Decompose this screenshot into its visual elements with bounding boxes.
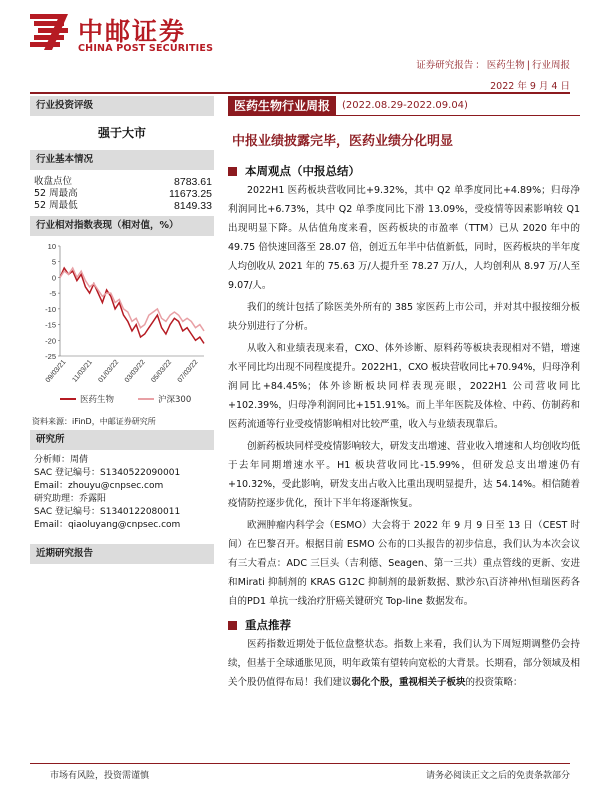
recommendations-body bbox=[228, 635, 580, 692]
stat-row-52w-low bbox=[30, 200, 214, 212]
china-post-logo-icon bbox=[28, 10, 70, 52]
section-square-icon bbox=[228, 167, 237, 176]
section-recommendations bbox=[228, 617, 580, 633]
stat-row-52w-high bbox=[30, 188, 214, 200]
x-tick-label: 03/03/22 bbox=[123, 358, 147, 385]
report-period: (2022.08.29-2022.09.04) bbox=[342, 100, 468, 111]
rating-section-title: 行业投资评级 bbox=[30, 96, 214, 116]
section-square-icon bbox=[228, 621, 237, 630]
y-tick-label: -5 bbox=[49, 289, 56, 299]
x-tick-label: 09/03/21 bbox=[44, 358, 68, 385]
stat-value: 11673.25 bbox=[168, 188, 212, 200]
legend-label: 沪深300 bbox=[158, 395, 192, 405]
stat-label: 收盘点位 bbox=[34, 176, 73, 187]
y-tick-label: 10 bbox=[47, 242, 56, 251]
legend-label: 医药生物 bbox=[80, 395, 115, 405]
stat-row-close bbox=[30, 176, 214, 188]
analyst-line: SAC 登记编号：S1340522090001 bbox=[34, 468, 181, 478]
footer-divider bbox=[30, 763, 570, 764]
basics-section-title: 行业基本情况 bbox=[30, 150, 214, 170]
industry-rating: 强于大市 bbox=[97, 126, 146, 140]
breadcrumb-item: 行业周报 bbox=[531, 60, 570, 71]
text-run: 医药指数近期处于低位盘整状态。指数上来看，我们认为下周短期调整仍会持续，但基于全球通胀见顶，明年政策有望转向宽松的大背景。长期看，部分领域及相关个股仍值得布局！我们建议 bbox=[228, 639, 580, 688]
relative-index-chart bbox=[30, 236, 214, 414]
section-weekly-view bbox=[228, 163, 580, 179]
y-tick-label: -10 bbox=[45, 304, 56, 314]
series-line bbox=[60, 268, 204, 343]
x-tick-label: 01/03/22 bbox=[97, 358, 121, 385]
footer-disclaimer-note: 请务必阅读正文之后的免责条款部分 bbox=[425, 771, 570, 781]
y-tick-label: -15 bbox=[45, 320, 56, 330]
stat-value: 8149.33 bbox=[174, 200, 212, 212]
analyst-line: 分析师：周倩 bbox=[34, 455, 89, 465]
analyst-line: 研究助理：乔露阳 bbox=[34, 494, 107, 504]
analyst-line: SAC 登记编号：S1340122080011 bbox=[34, 507, 181, 517]
text-run: 的投资策略： bbox=[465, 677, 523, 688]
research-section-title: 研究所 bbox=[30, 430, 214, 450]
y-tick-label: 0 bbox=[51, 273, 56, 283]
analyst-line: Email：zhouyu@cnpsec.com bbox=[34, 481, 164, 491]
main-content bbox=[228, 96, 580, 692]
breadcrumb-item: 证券研究报告 bbox=[416, 60, 474, 71]
stat-label: 52 周最低 bbox=[34, 200, 78, 211]
recent-reports-title: 近期研究报告 bbox=[30, 544, 214, 564]
stat-value: 8783.61 bbox=[174, 176, 212, 188]
paragraph: 2022H1 医药板块营收同比+9.32%，其中 Q2 单季度同比+4.89%；归母净利润同比+6.73%，其中 Q2 单季度同比下滑 13.09%，受疫情等因素影响较 Q1 出现明显下降。从估值角度来看，医药板块的市盈率（TTM）已从 2020 年中的 49.75 倍快速回落至 28.07 倍，创近五年半中估值新低，同时，医药板块的半年度人均创收从 2021 年的 75.63 万/人提升至 78.27 万/人，人均创利从 8.97 万/人至 9.07/人。 bbox=[228, 185, 580, 291]
stat-label: 52 周最高 bbox=[34, 188, 78, 199]
x-tick-label: 05/03/22 bbox=[150, 358, 174, 385]
report-date: 2022 年 9 月 4 日 bbox=[490, 81, 570, 92]
logo-chinese-name: 中邮证券 bbox=[78, 17, 187, 46]
weekly-view-body bbox=[228, 181, 580, 611]
logo-english-name: CHINA POST SECURITIES bbox=[78, 43, 214, 54]
analyst-info bbox=[30, 450, 214, 532]
paragraph: 创新药板块同样受疫情影响较大，研发支出增速、营业收入增速和人均创收均低于去年同期增速水平。H1 板块营收同比-15.99%，但研发总支出增速仍有+10.32%，受此影响，研发支出占收入比重出现明显提升，达 54.14%。相信随着疫情防控逐步优化，预计下半年将逐渐恢复。 bbox=[228, 441, 580, 509]
x-tick-label: 11/03/21 bbox=[71, 358, 94, 384]
headline: 中报业绩披露完毕，医药业绩分化明显 bbox=[232, 134, 454, 149]
analyst-line: Email：qiaoluyang@cnpsec.com bbox=[34, 520, 181, 530]
company-logo bbox=[28, 10, 228, 60]
footer-risk-note: 市场有风险，投资需谨慎 bbox=[50, 771, 150, 781]
relative-index-chart-svg bbox=[30, 236, 214, 414]
section-title-text: 重点推荐 bbox=[245, 618, 291, 632]
bold-text-run: 弱化个股，重视相关子板块 bbox=[351, 677, 466, 688]
paragraph: 我们的统计包括了除医美外所有的 385 家医药上市公司，并对其中报按细分板块分别进行了分析。 bbox=[228, 302, 580, 332]
breadcrumb: 证券研究报告 ： 医药生物 | 行业周报 bbox=[416, 60, 570, 71]
report-title-bar bbox=[228, 96, 580, 116]
paragraph: 欧洲肿瘤内科学会（ESMO）大会将于 2022 年 9 月 9 日至 13 日（CEST 时间）在巴黎召开。根据目前 ESMO 公布的口头报告的初步信息，我们认为本次会议有三大看点：ADC 三巨头（吉利德、Seagen、第一三共）重点管线的更新、安进和Mirati 抑制剂的 KRAS G12C 抑制剂的最新数据、默沙东\百济神州\恒瑞医药各自的PD1 单抗一线治疗肝癌关键研究 Top-line 数据发布。 bbox=[228, 520, 580, 607]
section-title-text: 本周观点（中报总结） bbox=[245, 164, 360, 178]
paragraph: 从收入和业绩表现来看，CXO、体外诊断、原料药等板块表现相对不错，增速水平同比均出现不同程度提升。2022H1，CXO 板块营收同比+70.94%，归母净利润同比+84.45%；体外诊断板块同样表现亮眼，2022H1 公司营收同比+102.39%，归母净利润同比+151.91%。而上半年医院及体检、中药、仿制药和医药流通等行业受疫情影响相对比较严重，收入与业绩表现靠后。 bbox=[228, 343, 580, 430]
data-source: 资料来源：iFinD，中邮证券研究所 bbox=[32, 417, 156, 426]
y-tick-label: 5 bbox=[51, 257, 56, 267]
x-tick-label: 07/03/22 bbox=[176, 358, 200, 385]
header-divider bbox=[30, 92, 570, 94]
y-tick-label: -25 bbox=[45, 352, 56, 361]
report-title: 医药生物行业周报 bbox=[228, 96, 336, 116]
breadcrumb-item: 医药生物 bbox=[486, 60, 525, 71]
chart-section-title: 行业相对指数表现（相对值，%） bbox=[30, 216, 214, 236]
y-tick-label: -20 bbox=[45, 336, 56, 346]
sidebar bbox=[30, 96, 214, 564]
paragraph bbox=[228, 635, 580, 692]
